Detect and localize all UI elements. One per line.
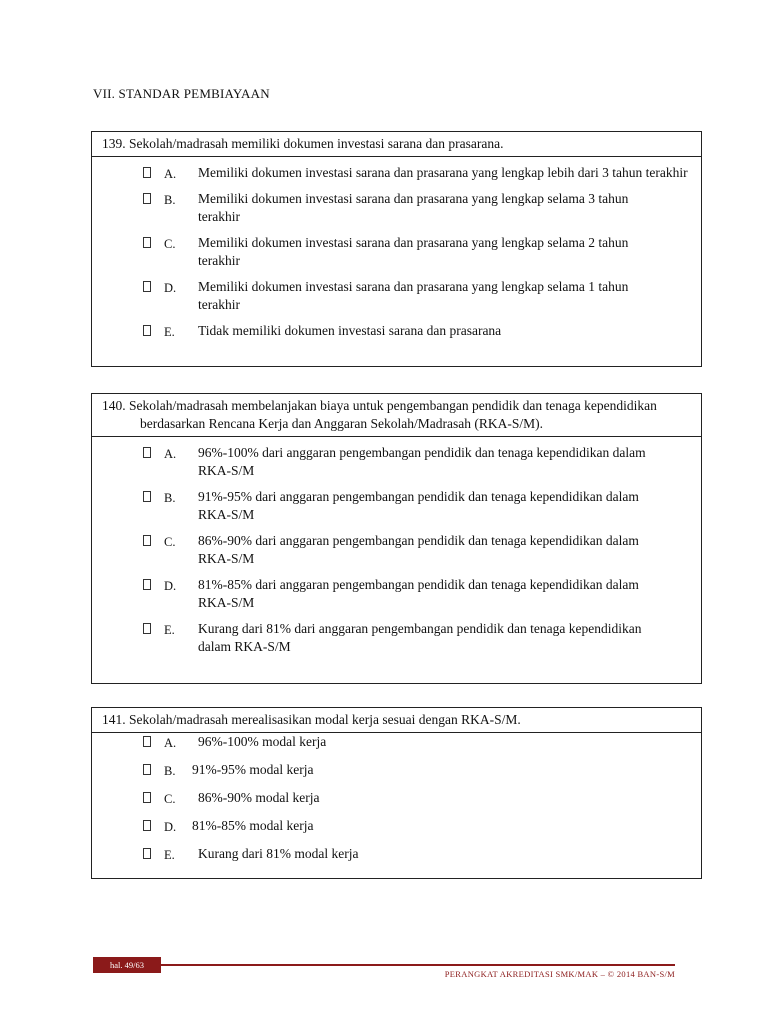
- section-title: VII. STANDAR PEMBIAYAAN: [93, 86, 270, 101]
- options-list: [92, 437, 701, 662]
- option-letter: D.: [164, 281, 177, 295]
- option-c[interactable]: [92, 234, 701, 270]
- question-header: [92, 132, 701, 157]
- option-d[interactable]: [92, 576, 701, 612]
- footer-publisher: PERANGKAT AKREDITASI SMK/MAK – © 2014 BAN-S/M: [444, 969, 675, 979]
- checkbox-icon[interactable]: [143, 167, 151, 178]
- checkbox-icon[interactable]: [143, 848, 151, 859]
- option-letter: C.: [164, 237, 176, 251]
- checkbox-icon[interactable]: [143, 491, 151, 502]
- checkbox-icon[interactable]: [143, 579, 151, 590]
- question-141: [91, 707, 702, 879]
- option-b[interactable]: [92, 190, 701, 226]
- option-text: 96%-100% dari anggaran pengembangan pendidik dan tenaga kependidikan dalam RKA-S/M: [198, 445, 646, 478]
- checkbox-icon[interactable]: [143, 764, 151, 775]
- checkbox-icon[interactable]: [143, 325, 151, 336]
- option-b[interactable]: [92, 761, 701, 779]
- option-letter: E.: [164, 848, 175, 862]
- option-text: Memiliki dokumen investasi sarana dan prasarana yang lengkap selama 2 tahun terakhir: [198, 235, 629, 268]
- options-list: [92, 157, 701, 346]
- question-text-block: [102, 397, 695, 433]
- option-d[interactable]: [92, 817, 701, 835]
- option-text: 86%-90% modal kerja: [198, 790, 320, 805]
- option-letter: B.: [164, 491, 176, 505]
- question-header: [92, 394, 701, 437]
- checkbox-icon[interactable]: [143, 281, 151, 292]
- checkbox-icon[interactable]: [143, 736, 151, 747]
- question-header: [92, 708, 701, 733]
- option-text: 86%-90% dari anggaran pengembangan pendidik dan tenaga kependidikan dalam RKA-S/M: [198, 533, 639, 566]
- option-text: Kurang dari 81% dari anggaran pengembangan pendidik dan tenaga kependidikan dalam RKA-S/M: [198, 621, 642, 654]
- option-text: 81%-85% modal kerja: [192, 818, 314, 833]
- question-number: 140.: [102, 398, 126, 413]
- option-d[interactable]: [92, 278, 701, 314]
- option-c[interactable]: [92, 789, 701, 807]
- option-b[interactable]: [92, 488, 701, 524]
- checkbox-icon[interactable]: [143, 820, 151, 831]
- option-letter: D.: [164, 820, 177, 834]
- option-letter: B.: [164, 764, 176, 778]
- option-e[interactable]: [92, 322, 701, 340]
- option-letter: C.: [164, 792, 176, 806]
- option-a[interactable]: [92, 733, 701, 751]
- option-letter: A.: [164, 736, 177, 750]
- question-139: [91, 131, 702, 367]
- option-text: 91%-95% modal kerja: [192, 762, 314, 777]
- question-text: Sekolah/madrasah merealisasikan modal kerja sesuai dengan RKA-S/M.: [129, 712, 521, 727]
- question-140: [91, 393, 702, 684]
- checkbox-icon[interactable]: [143, 447, 151, 458]
- option-e[interactable]: [92, 845, 701, 863]
- option-c[interactable]: [92, 532, 701, 568]
- checkbox-icon[interactable]: [143, 193, 151, 204]
- checkbox-icon[interactable]: [143, 623, 151, 634]
- option-letter: E.: [164, 325, 175, 339]
- option-letter: B.: [164, 193, 176, 207]
- option-text: Memiliki dokumen investasi sarana dan prasarana yang lengkap selama 1 tahun terakhir: [198, 279, 629, 312]
- option-letter: A.: [164, 447, 177, 461]
- question-text: Sekolah/madrasah memiliki dokumen investasi sarana dan prasarana.: [129, 136, 504, 151]
- checkbox-icon[interactable]: [143, 237, 151, 248]
- page-number-badge: hal. 49/63: [93, 957, 161, 973]
- option-text: Tidak memiliki dokumen investasi sarana dan prasarana: [198, 323, 502, 338]
- option-text: Memiliki dokumen investasi sarana dan prasarana yang lengkap lebih dari 3 tahun terakhir: [198, 165, 688, 180]
- checkbox-icon[interactable]: [143, 792, 151, 803]
- footer-divider: [161, 964, 675, 966]
- option-text: 96%-100% modal kerja: [198, 734, 327, 749]
- option-text: Kurang dari 81% modal kerja: [198, 846, 359, 861]
- option-letter: D.: [164, 579, 177, 593]
- option-text: Memiliki dokumen investasi sarana dan prasarana yang lengkap selama 3 tahun terakhir: [198, 191, 629, 224]
- option-letter: A.: [164, 167, 177, 181]
- option-text: 81%-85% dari anggaran pengembangan pendidik dan tenaga kependidikan dalam RKA-S/M: [198, 577, 639, 610]
- option-e[interactable]: [92, 620, 701, 656]
- option-letter: E.: [164, 623, 175, 637]
- option-text: 91%-95% dari anggaran pengembangan pendidik dan tenaga kependidikan dalam RKA-S/M: [198, 489, 639, 522]
- question-number: 141.: [102, 712, 126, 727]
- question-number: 139.: [102, 136, 126, 151]
- checkbox-icon[interactable]: [143, 535, 151, 546]
- option-a[interactable]: [92, 164, 701, 182]
- question-text: Sekolah/madrasah membelanjakan biaya untuk pengembangan pendidik dan tenaga kependidikan berdasarkan Rencana Kerja dan Anggaran Sekolah/Madrasah (RKA-S/M).: [129, 398, 657, 431]
- options-list: [92, 733, 701, 869]
- option-letter: C.: [164, 535, 176, 549]
- option-a[interactable]: [92, 444, 701, 480]
